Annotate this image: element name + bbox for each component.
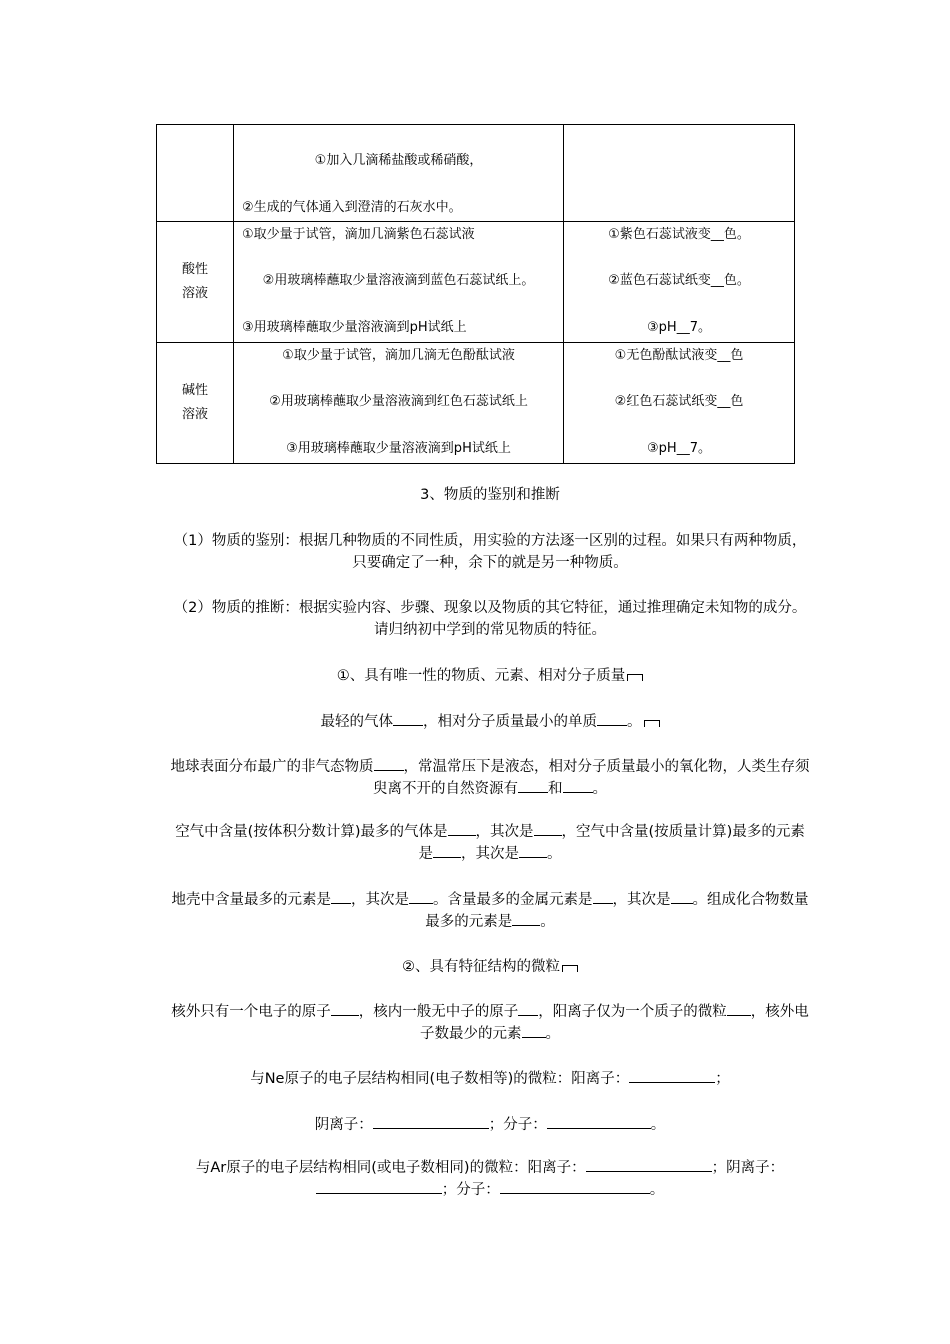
q-text: 与Ar原子的电子层结构相同(或电子数相同)的微粒：阳离子：	[195, 1160, 586, 1176]
question-ne-cont	[170, 1114, 810, 1136]
method-line: ①取少量于试管，滴加几滴无色酚酞试液	[282, 348, 515, 363]
q-text: 阴离子：	[314, 1117, 373, 1133]
phenomenon-line: ③pH__7。	[647, 441, 711, 456]
answer-blank[interactable]	[671, 889, 693, 904]
question-earth-surface	[170, 756, 810, 800]
answer-blank[interactable]	[519, 843, 547, 858]
q-text: 。	[547, 846, 562, 862]
paragraph-mark-icon	[644, 720, 660, 727]
method-line: ③用玻璃棒蘸取少量溶液滴到pH试纸上	[242, 320, 467, 335]
answer-blank[interactable]	[316, 1179, 442, 1194]
answer-blank[interactable]	[512, 911, 540, 926]
q-text: 空气中含量(按体积分数计算)最多的气体是	[175, 824, 448, 840]
q-text: 与Ne原子的电子层结构相同(电子数相等)的微粒：阳离子：	[250, 1071, 630, 1087]
identification-table	[156, 124, 795, 464]
q-text: 和	[548, 781, 563, 797]
method-line: ①加入几滴稀盐酸或稀硝酸，	[314, 153, 483, 168]
section-title: 3、物质的鉴别和推断	[420, 487, 560, 503]
method-cell	[234, 343, 564, 464]
question-ar	[170, 1157, 810, 1201]
q-text: ，其次是	[612, 892, 671, 908]
paragraph-mark-icon	[627, 674, 643, 681]
row-label	[157, 343, 234, 464]
q-text: 。	[650, 1117, 666, 1133]
answer-blank[interactable]	[374, 756, 404, 771]
q-text: 地球表面分布最广的非气态物质	[170, 759, 374, 775]
paragraph-mark-icon	[562, 965, 578, 972]
q-text: 地壳中含量最多的元素是	[171, 892, 331, 908]
paragraph-inference: （2）物质的推断：根据实验内容、步骤、现象以及物质的其它特征，通过推理确定未知物的成分。请归纳初中学到的常见物质的特征。	[173, 600, 807, 638]
answer-blank[interactable]	[409, 889, 433, 904]
answer-blank[interactable]	[597, 711, 627, 726]
q-text: ，阳离子仅为一个质子的微粒	[538, 1004, 727, 1020]
answer-blank[interactable]	[563, 778, 593, 793]
answer-blank[interactable]	[586, 1157, 712, 1172]
question-crust	[170, 889, 810, 933]
q-text: 。	[540, 914, 555, 930]
answer-blank[interactable]	[593, 889, 613, 904]
phenomenon-line: ②红色石蕊试纸变__色	[614, 394, 744, 409]
answer-blank[interactable]	[331, 1001, 359, 1016]
answer-blank[interactable]	[448, 821, 476, 836]
answer-blank[interactable]	[534, 821, 562, 836]
subheading-text: ①、具有唯一性的物质、元素、相对分子质量	[336, 668, 626, 684]
q-text: ，其次是	[351, 892, 409, 908]
row-label	[157, 125, 234, 222]
q-text: 。	[627, 714, 642, 730]
q-text: ，其次是	[461, 846, 519, 862]
q-text: 。	[649, 1182, 665, 1198]
paragraph-identification: （1）物质的鉴别：根据几种物质的不同性质，用实验的方法逐一区别的过程。如果只有两种物质，只要确定了一种，余下的就是另一种物质。	[173, 533, 807, 571]
subheading-unique	[170, 665, 810, 687]
method-line: ②生成的气体通入到澄清的石灰水中。	[242, 200, 462, 215]
answer-blank[interactable]	[373, 1114, 489, 1129]
q-text: ，相对分子质量最小的单质	[423, 714, 597, 730]
answer-blank[interactable]	[393, 711, 423, 726]
answer-blank[interactable]	[518, 778, 548, 793]
answer-blank[interactable]	[500, 1179, 650, 1194]
q-text: 最轻的气体	[320, 714, 393, 730]
subheading-structure	[170, 956, 810, 978]
q-text: 。	[592, 781, 607, 797]
answer-blank[interactable]	[629, 1068, 715, 1083]
phenomenon-cell	[564, 343, 795, 464]
q-text: ，空气中含量(按质量计算)最多的元素是	[418, 824, 805, 862]
method-line: ②用玻璃棒蘸取少量溶液滴到蓝色石蕊试纸上。	[262, 273, 535, 288]
phenomenon-line: ②蓝色石蕊试纸变__色。	[608, 273, 750, 288]
method-line: ③用玻璃棒蘸取少量溶液滴到pH试纸上	[286, 441, 511, 456]
q-text: ；分子：	[488, 1117, 547, 1133]
question-particles	[170, 1001, 810, 1045]
subheading-text: ②、具有特征结构的微粒	[402, 959, 560, 975]
method-cell	[234, 222, 564, 343]
table-row	[157, 343, 795, 464]
q-text: ；分子：	[441, 1182, 500, 1198]
answer-blank[interactable]	[547, 1114, 651, 1129]
answer-blank[interactable]	[518, 1001, 538, 1016]
phenomenon-cell	[564, 222, 795, 343]
q-text: 。组成化合物数量最多的元素是	[425, 892, 809, 930]
q-text: 核外只有一个电子的原子	[171, 1004, 331, 1020]
q-text: ，核外电子数最少的元素	[420, 1004, 809, 1042]
answer-blank[interactable]	[433, 843, 461, 858]
q-text: 。含量最多的金属元素是	[433, 892, 593, 908]
phenomenon-line: ①无色酚酞试液变__色	[614, 348, 744, 363]
method-line: ②用玻璃棒蘸取少量溶液滴到红色石蕊试纸上	[269, 394, 528, 409]
phenomenon-line: ①紫色石蕊试液变__色。	[608, 227, 750, 242]
q-text: ，其次是	[475, 824, 534, 840]
question-lightest-gas	[170, 711, 810, 733]
phenomenon-line: ③pH__7。	[647, 320, 711, 335]
phenomenon-cell	[564, 125, 795, 222]
q-text: 。	[545, 1026, 560, 1042]
answer-blank[interactable]	[331, 889, 351, 904]
table-row	[157, 222, 795, 343]
q-text: ，常温常压下是液态，相对分子质量最小的氧化物，人类生存须臾离不开的自然资源有	[373, 759, 810, 797]
question-ne	[170, 1068, 810, 1090]
question-air	[170, 821, 810, 865]
row-label-text: 碱性溶液	[181, 383, 208, 422]
method-line: ①取少量于试管，滴加几滴紫色石蕊试液	[242, 227, 475, 242]
q-text: ，核内一般无中子的原子	[358, 1004, 519, 1020]
row-label	[157, 222, 234, 343]
table-row	[157, 125, 795, 222]
method-cell	[234, 125, 564, 222]
q-text: ；	[715, 1071, 730, 1087]
answer-blank[interactable]	[727, 1001, 751, 1016]
answer-blank[interactable]	[522, 1023, 546, 1038]
row-label-text: 酸性溶液	[181, 262, 208, 301]
q-text: ；阴离子：	[711, 1160, 785, 1176]
